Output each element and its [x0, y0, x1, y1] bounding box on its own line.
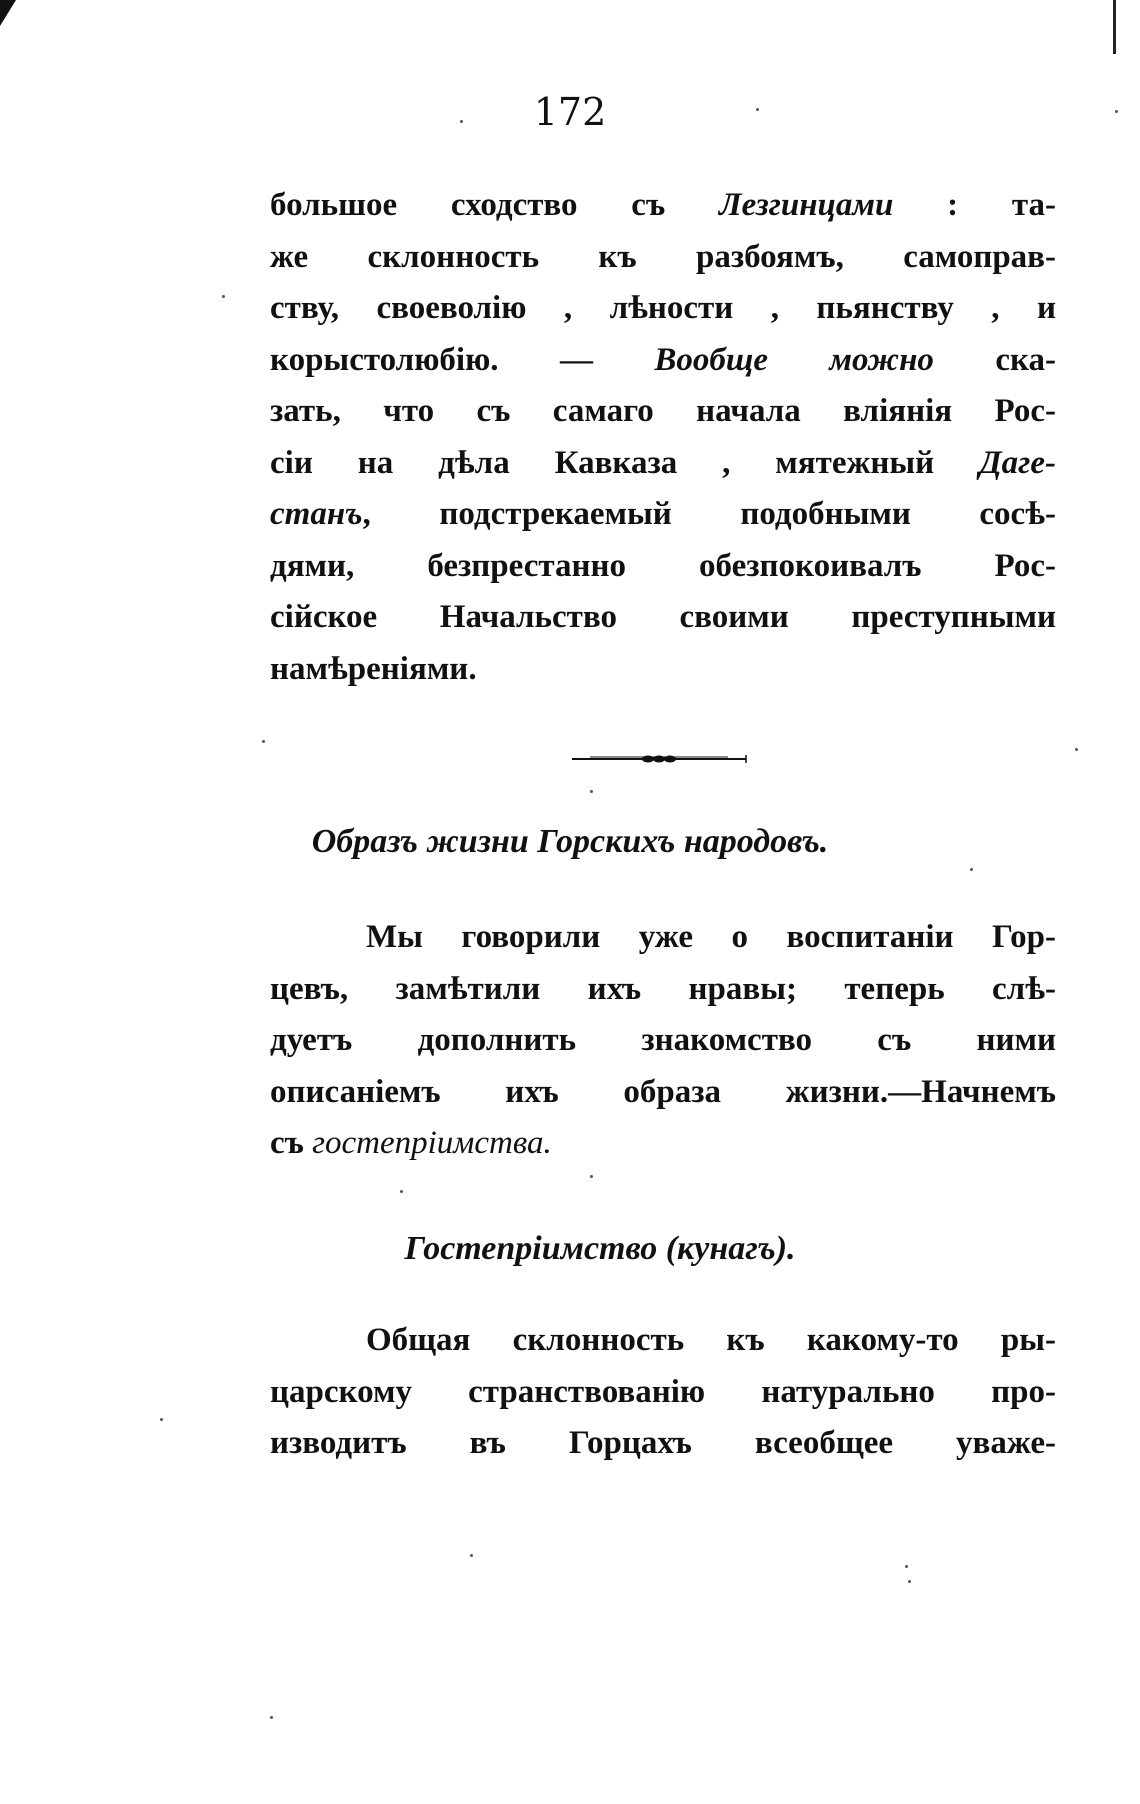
scan-speck — [756, 108, 759, 111]
scan-speck — [270, 1716, 273, 1719]
text-line: сіи на дѣла Кавказа , мятежный Даге- — [270, 444, 1056, 481]
text-line: зать, что съ самаго начала вліянія Рос- — [270, 393, 1056, 429]
subsection-heading: Гостепріимство (кунагъ). — [404, 1230, 796, 1267]
ornamental-divider — [570, 752, 748, 766]
scan-edge-line — [1113, 0, 1116, 54]
section-heading: Образъ жизни Горскихъ народовъ. — [311, 823, 829, 860]
text-line: Общая склонность къ какому-то ры- — [366, 1322, 1056, 1358]
text-line: сійское Начальство своими преступными — [270, 599, 1056, 635]
paragraph — [270, 1315, 1056, 1470]
scan-speck — [905, 1565, 908, 1568]
text-line: дями, безпрестанно обезпокоивалъ Рос- — [270, 547, 1056, 584]
text-line: царскому странствованію натурально про- — [270, 1373, 1056, 1410]
scan-speck — [908, 1580, 911, 1583]
paragraph-continued — [270, 180, 1056, 695]
text-line: цевъ, замѣтили ихъ нравы; теперь слѣ- — [270, 970, 1056, 1007]
text-line: большое сходство съ Лезгинцами : та- — [270, 187, 1057, 223]
text-line: станъ, подстрекаемый подобными сосѣ- — [270, 496, 1056, 532]
scan-speck — [400, 1190, 403, 1193]
scan-speck — [590, 1175, 593, 1178]
page-number: 172 — [533, 90, 607, 134]
text-line: описаніемъ ихъ образа жизни.—Начнемъ — [270, 1073, 1056, 1110]
text-line: корыстолюбію. — Вообще можно ска- — [270, 341, 1056, 378]
scan-speck — [460, 120, 463, 123]
scan-speck — [262, 740, 265, 743]
scan-speck — [970, 868, 973, 871]
paragraph — [270, 912, 1056, 1170]
text-line: съ гостепріимства. — [270, 1125, 552, 1161]
text-line: ству, своеволію , лѣности , пьянству , и — [270, 290, 1056, 326]
scan-speck — [1075, 748, 1078, 751]
text-line: дуетъ дополнить знакомство съ ними — [270, 1022, 1056, 1058]
text-line: же склонность къ разбоямъ, самоправ- — [270, 238, 1056, 275]
scan-speck — [160, 1418, 163, 1421]
text-line: Мы говорили уже о воспитаніи Гор- — [366, 919, 1056, 955]
scan-speck — [1115, 110, 1118, 113]
scan-speck — [590, 790, 593, 793]
text-line: намѣреніями. — [270, 650, 477, 687]
scan-speck — [222, 295, 225, 298]
text-line: изводитъ въ Горцахъ всеобщее уваже- — [270, 1425, 1056, 1461]
scan-speck — [470, 1554, 473, 1557]
scan-corner-mark — [0, 0, 16, 26]
